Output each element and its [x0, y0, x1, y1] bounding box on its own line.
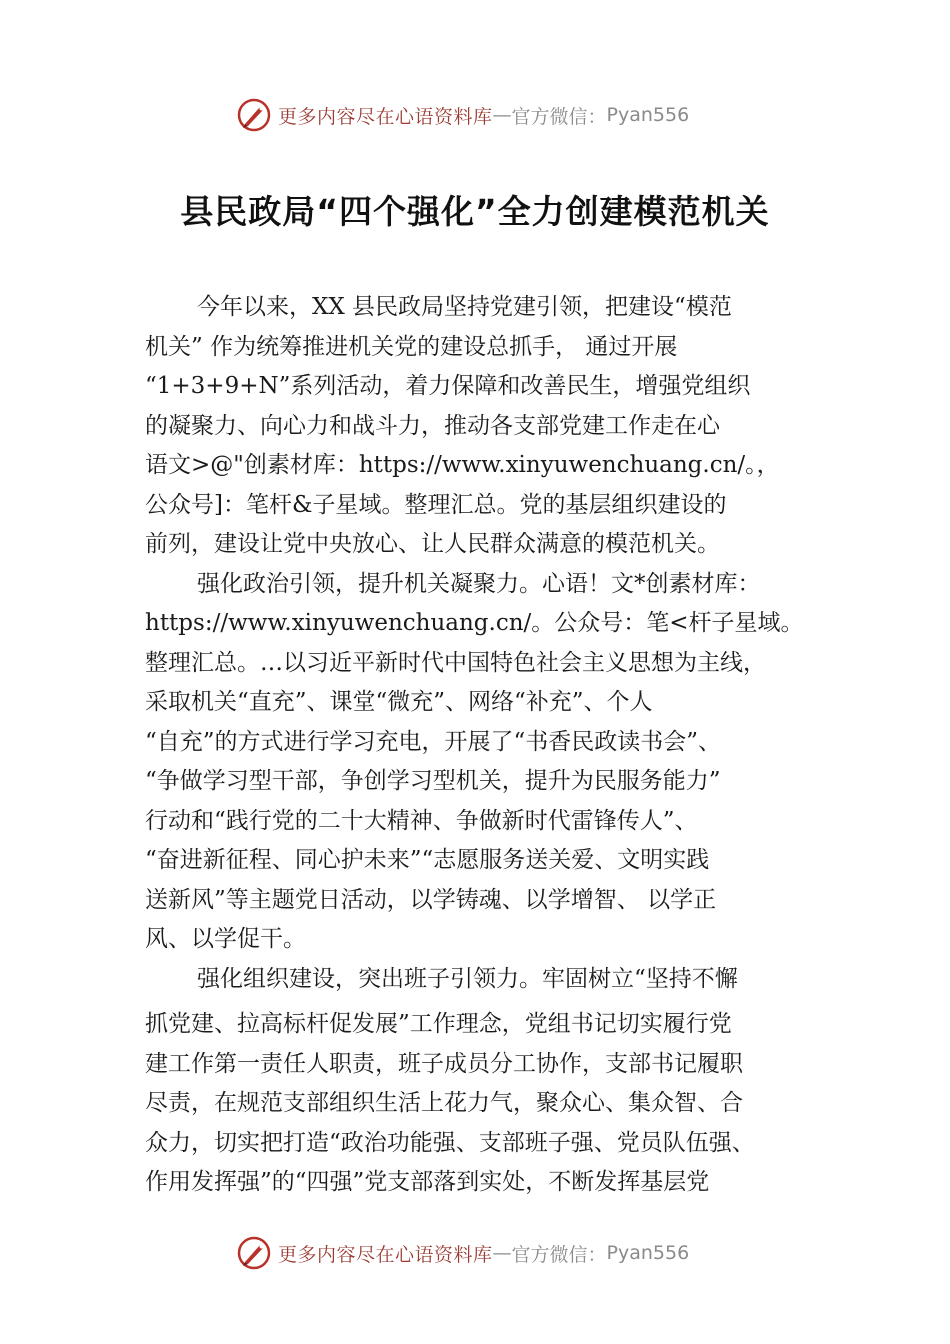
- watermark-wechat-id: Pyan556: [606, 104, 690, 126]
- paragraph-line: “奋进新征程、同心护未来”“志愿服务送关爱、文明实践: [145, 847, 710, 873]
- paragraph-line: 建工作第一责任人职责，班子成员分工协作，支部书记履职: [145, 1050, 743, 1077]
- pen-logo-icon: [236, 97, 272, 133]
- paragraph-line: 抓党建、拉高标杆促发展”工作理念，党组书记切实履行党: [145, 1011, 732, 1037]
- paragraph-line: 行动和“践行党的二十大精神、争做新时代雷锋传人”、: [145, 807, 698, 834]
- document-title: 县民政局“四个强化”全力创建模范机关: [180, 192, 770, 231]
- paragraph-line: 的凝聚力、向心力和战斗力，推动各支部党建工作走在心: [145, 412, 720, 439]
- pen-logo-icon: [236, 1235, 272, 1271]
- paragraph-line: 风、以学促干。: [145, 926, 306, 952]
- paragraph-line: 强化组织建设，突出班子引领力。牢固树立“坚持不懈: [197, 965, 738, 992]
- paragraph-line: 语文>@"创素材库：https://www.xinyuwenchuang.cn/。，: [145, 452, 780, 478]
- paragraph-line: 公众号]：笔杆&子星域。整理汇总。党的基层组织建设的: [145, 491, 727, 518]
- watermark-banner-bottom: [236, 1234, 689, 1272]
- paragraph-line: 强化政治引领，提升机关凝聚力。心语！文*创素材库：: [197, 570, 761, 597]
- watermark-dash: —: [492, 1242, 512, 1264]
- paragraph-line: “自充”的方式进行学习充电，开展了“书香民政读书会”、: [145, 728, 722, 755]
- paragraph-line: 前列，建设让党中央放心、让人民群众满意的模范机关。: [145, 531, 720, 557]
- watermark-banner-top: [236, 96, 689, 134]
- watermark-wechat-label: 官方微信：: [511, 105, 607, 128]
- watermark-wechat-label: 官方微信：: [511, 1243, 607, 1266]
- paragraph-line: 尽责，在规范支部组织生活上花力气，聚众心、集众智、合: [145, 1090, 743, 1116]
- watermark-wechat-id: Pyan556: [606, 1242, 690, 1264]
- paragraph-line: 整理汇总。…以习近平新时代中国特色社会主义思想为主线，: [145, 649, 766, 676]
- paragraph-line: 今年以来，XX 县民政局坚持党建引领，把建设“模范: [197, 294, 732, 320]
- document-body: [145, 288, 815, 1203]
- watermark-site-text: 更多内容尽在心语资料库: [278, 105, 493, 128]
- paragraph-line: 作用发挥强”的“四强”党支部落到实处，不断发挥基层党: [145, 1169, 710, 1195]
- paragraph-line: https://www.xinyuwenchuang.cn/。公众号：笔<杆子星域。: [145, 610, 804, 636]
- paragraph-line: 采取机关“直充”、课堂“微充”、网络“补充”、个人: [145, 689, 653, 715]
- paragraph-line: 机关” 作为统筹推进机关党的建设总抓手， 通过开展: [145, 333, 678, 360]
- paragraph-line: 众力，切实把打造“政治功能强、支部班子强、党员队伍强、: [145, 1129, 755, 1156]
- paragraph-line: “争做学习型干部，争创学习型机关，提升为民服务能力”: [145, 768, 721, 794]
- paragraph-line: “1+3+9+N”系列活动，着力保障和改善民生，增强党组织: [145, 373, 751, 399]
- paragraph-line: 送新风”等主题党日活动，以学铸魂、以学增智、 以学正: [145, 886, 717, 913]
- watermark-site-text: 更多内容尽在心语资料库: [278, 1243, 493, 1266]
- watermark-dash: —: [492, 104, 512, 126]
